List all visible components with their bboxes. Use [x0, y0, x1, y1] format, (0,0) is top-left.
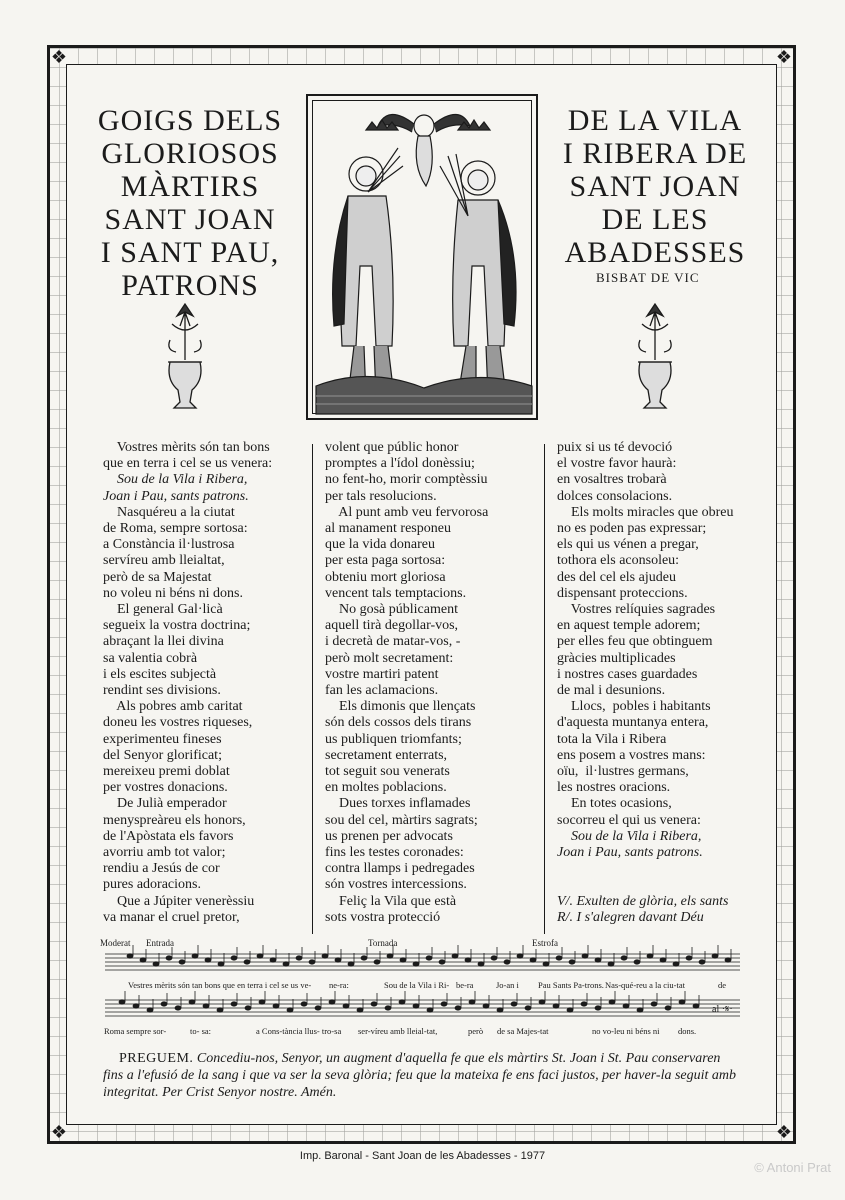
verse-line: Els dimonis que llençats	[325, 699, 476, 715]
lyric: de sa Majes-tat	[497, 1026, 549, 1036]
note-head	[525, 1006, 531, 1010]
verse-line: segueix la vostra doctrina;	[103, 618, 251, 634]
note-head	[413, 1004, 419, 1008]
note-head	[511, 1002, 517, 1006]
verse-line: experimenteu fineses	[103, 731, 222, 747]
note-head	[189, 1000, 195, 1004]
verse-line: Joan i Pau, sants patrons.	[103, 488, 249, 504]
title-line: I SANT PAU,	[100, 236, 280, 269]
prayer-lead: PREGUEM.	[119, 1051, 194, 1066]
note-head	[478, 962, 484, 966]
verse-line: De Julià emperador	[103, 796, 227, 812]
note-head	[140, 958, 146, 962]
note-head	[161, 1002, 167, 1006]
note-head	[166, 956, 172, 960]
verse-line: Vostres mèrits són tan bons	[103, 440, 270, 455]
column-divider	[312, 444, 313, 934]
lyric: ne-ra:	[329, 980, 349, 990]
verse-line: en vosaltres trobarà	[557, 472, 667, 488]
verse-line: fan les aclamacions.	[325, 683, 439, 699]
verse-line: per tals resolucions.	[325, 488, 437, 504]
note-head	[153, 962, 159, 966]
tornada-label: Tornada	[368, 938, 398, 948]
note-head	[244, 960, 250, 964]
note-head	[399, 1000, 405, 1004]
verse-line: Els molts miracles que obreu	[557, 504, 734, 520]
note-head	[270, 958, 276, 962]
verse-line: Feliç la Vila que està	[325, 893, 457, 909]
note-head	[179, 960, 185, 964]
verse-line: Al punt amb veu fervorosa	[325, 504, 489, 520]
title-line: SANT JOAN	[569, 170, 741, 203]
note-head	[452, 954, 458, 958]
verse-line: servíreu amb lleialtat,	[103, 553, 225, 569]
copyright-watermark: © Antoni Prat	[754, 1160, 831, 1175]
verse-line: el vostre favor haurà:	[557, 456, 677, 472]
note-head	[439, 960, 445, 964]
note-head	[426, 956, 432, 960]
note-head	[203, 1004, 209, 1008]
verse-line: obteniu mort gloriosa	[325, 569, 446, 585]
title-line: MÀRTIRS	[120, 170, 260, 203]
verse-line: Sou de la Vila i Ribera,	[557, 828, 702, 844]
column-divider	[544, 444, 545, 934]
saints-engraving-illustration	[308, 96, 538, 420]
note-head	[455, 1006, 461, 1010]
title-line: SANT JOAN	[104, 203, 276, 236]
title-left	[95, 104, 285, 302]
title-line: DE LES	[601, 203, 709, 236]
note-head	[374, 960, 380, 964]
verse-line: No gosà públicament	[325, 602, 458, 618]
note-head	[712, 954, 718, 958]
title-right	[555, 104, 755, 269]
note-head	[322, 954, 328, 958]
note-head	[287, 1008, 293, 1012]
note-head	[665, 1006, 671, 1010]
verse-line: Llocs, pobles i habitants	[557, 699, 711, 715]
note-head	[621, 956, 627, 960]
note-head	[530, 958, 536, 962]
note-head	[647, 954, 653, 958]
note-head	[504, 960, 510, 964]
note-head	[257, 954, 263, 958]
note-head	[699, 960, 705, 964]
note-head	[400, 958, 406, 962]
verse-line: ens posem a vostres mans:	[557, 747, 706, 763]
note-head	[301, 1002, 307, 1006]
note-head	[553, 1004, 559, 1008]
estrofa-label: Estrofa	[532, 938, 558, 948]
note-head	[517, 954, 523, 958]
verse-line: Que a Júpiter venerèssiu	[103, 893, 255, 909]
verse-line: tothora els aconsoleu:	[557, 553, 680, 569]
note-head	[357, 1008, 363, 1012]
note-head	[361, 956, 367, 960]
note-head	[192, 954, 198, 958]
verse-line: Sou de la Vila i Ribera,	[103, 472, 248, 488]
verse-line: rendint ses divisions.	[103, 683, 221, 699]
prayer-text: Concediu-nos, Senyor, un augment d'aquella fe que els màrtirs St. Joan i St. Pau conservaren fins a l'efusió de la sang i que va ser la seva glòria; feu que la mateixa fe ens faci justos, per haver-la seguit amb integritat. Per Crist Senyor nostre. Amén.	[103, 1051, 737, 1100]
verse-line: però molt secretament:	[325, 650, 454, 666]
verse-line: socorreu el qui us venera:	[557, 812, 701, 828]
note-head	[217, 1008, 223, 1012]
note-head	[133, 1004, 139, 1008]
verse-line: sots vostra protecció	[325, 909, 441, 925]
verse-line: va manar el cruel pretor,	[103, 909, 240, 925]
verse-line: promptes a l'ídol donèssiu;	[325, 456, 475, 472]
lyric: Roma sempre sor-	[104, 1026, 167, 1036]
note-head	[693, 1004, 699, 1008]
note-head	[582, 954, 588, 958]
lyric: a Cons-tància llus- tro-sa	[256, 1026, 342, 1036]
verse-line: Joan i Pau, sants patrons.	[557, 845, 703, 861]
verse-line: menyspreàreu els honors,	[103, 812, 246, 828]
verse-line: Nasquéreu a la ciutat	[103, 504, 235, 520]
note-head	[469, 1000, 475, 1004]
verse-line: els qui us vénen a pregar,	[557, 537, 699, 553]
note-head	[231, 956, 237, 960]
verse-line: d'aquesta muntanya entera,	[557, 715, 709, 731]
verse-line: pures adoracions.	[103, 877, 201, 893]
note-head	[567, 1008, 573, 1012]
verse-line: però de sa Majestat	[103, 569, 212, 585]
note-head	[259, 1000, 265, 1004]
verse-line: El general Gal·licà	[103, 602, 223, 618]
note-head	[686, 956, 692, 960]
verse-line: puix si us té devoció	[557, 440, 673, 455]
note-head	[273, 1004, 279, 1008]
verse-line: vostre martiri patent	[325, 666, 439, 682]
verse-line: tot seguit sou venerats	[325, 764, 450, 780]
verse-line: R/. I s'alegren davant Déu	[557, 909, 704, 925]
verse-line: secretament enterrats,	[325, 747, 448, 763]
lyric: be-ra	[456, 980, 474, 990]
verse-line: tota la Vila i Ribera	[557, 731, 667, 747]
verse-line: per vostres donacions.	[103, 780, 228, 796]
note-head	[175, 1006, 181, 1010]
verse-line: des del cel els ajudeu	[557, 569, 676, 585]
printer-imprint: Imp. Baronal - Sant Joan de les Abadesses - 1977	[299, 1150, 546, 1162]
flower-vase-icon	[630, 302, 680, 422]
verse-line: us prenen per advocats	[325, 828, 453, 844]
note-head	[595, 958, 601, 962]
prayer-paragraph	[103, 1050, 743, 1101]
note-head	[637, 1008, 643, 1012]
verse-line: rendiu a Jesús de cor	[103, 861, 220, 877]
note-head	[465, 958, 471, 962]
corner-ornament-icon: ❖	[50, 1122, 68, 1142]
lyric: no vo-leu ni béns ni	[592, 1026, 660, 1036]
lyric: to- sa:	[190, 1026, 212, 1036]
note-head	[609, 1000, 615, 1004]
verse-column-2	[325, 440, 488, 926]
note-head	[309, 960, 315, 964]
note-head	[348, 962, 354, 966]
note-head	[147, 1008, 153, 1012]
angel-head-icon	[414, 115, 434, 137]
note-head	[385, 1006, 391, 1010]
verse-line	[557, 877, 734, 893]
verse-line: a Constància il·lustrosa	[103, 537, 235, 553]
verse-line: són dels cossos dels tirans	[325, 715, 472, 731]
entrada-label: Entrada	[146, 938, 174, 948]
title-line: ABADESSES	[564, 236, 746, 269]
verse-line: les nostres oracions.	[557, 780, 671, 796]
verse-line: que la vida donareu	[325, 537, 436, 553]
verse-line: per esta paga sortosa:	[325, 553, 446, 569]
verse-line: dolces consolacions.	[557, 488, 673, 504]
verse-line: us publiquen triomfants;	[325, 731, 462, 747]
verse-line: fins les testes coronades:	[325, 845, 464, 861]
verse-line: no es poden pas expressar;	[557, 521, 707, 537]
verse-line	[557, 861, 734, 877]
title-line: GOIGS DELS	[97, 104, 283, 137]
note-head	[245, 1006, 251, 1010]
corner-ornament-icon: ❖	[775, 1122, 793, 1142]
verse-line: oïu, il·lustres germans,	[557, 764, 689, 780]
lyric: Nas-qué-reu a la ciu-tat	[605, 980, 685, 990]
note-head	[483, 1004, 489, 1008]
note-head	[634, 960, 640, 964]
note-head	[315, 1006, 321, 1010]
diocese-label: BISBAT DE VIC	[596, 270, 700, 285]
saints-engraving	[306, 94, 538, 420]
verse-line: i nostres cases guardades	[557, 666, 698, 682]
verse-line: per elles feu que obtinguem	[557, 634, 713, 650]
note-head	[539, 1000, 545, 1004]
verse-line: de mal i desunions.	[557, 683, 666, 699]
note-head	[581, 1002, 587, 1006]
verse-line: en aquest temple adorem;	[557, 618, 701, 634]
note-head	[218, 962, 224, 966]
verse-line: En totes ocasions,	[557, 796, 672, 812]
note-head	[673, 962, 679, 966]
verse-column-1	[103, 440, 272, 926]
verse-line: i els escites subjectà	[103, 666, 217, 682]
note-head	[651, 1002, 657, 1006]
verse-line: i decretà de matar-vos, -	[325, 634, 461, 650]
lyric: Vestres mèrits són tan bons que en terra i cel se us ve-	[128, 980, 312, 990]
verse-line: que en terra i cel se us venera:	[103, 456, 273, 472]
note-head	[387, 954, 393, 958]
note-head	[231, 1002, 237, 1006]
note-head	[427, 1008, 433, 1012]
verse-line: no voleu ni béns ni dons.	[103, 585, 243, 601]
verse-line: Als pobres amb caritat	[103, 699, 243, 715]
title-line: PATRONS	[121, 269, 259, 302]
verse-line: gràcies multiplicades	[557, 650, 676, 666]
flower-vase-icon	[160, 302, 210, 422]
note-head	[725, 958, 731, 962]
verse-line: contra llamps i pedregades	[325, 861, 475, 877]
verse-line: són vostres intercessions.	[325, 877, 467, 893]
lyric: Jo-an i	[496, 980, 519, 990]
note-head	[119, 1000, 125, 1004]
note-head	[679, 1000, 685, 1004]
note-head	[595, 1006, 601, 1010]
verse-line: Dues torxes inflamades	[325, 796, 471, 812]
verse-line: sa valentia cobrà	[103, 650, 198, 666]
note-head	[283, 962, 289, 966]
note-head	[205, 958, 211, 962]
note-head	[343, 1004, 349, 1008]
note-head	[543, 962, 549, 966]
lyric: Sou de la Vila i Ri-	[384, 980, 450, 990]
segno-label: al ·𝄋·	[712, 1004, 733, 1015]
verse-line: avorriu amb tot valor;	[103, 845, 226, 861]
tempo-label: Moderat	[100, 938, 131, 948]
verse-column-3	[557, 440, 734, 926]
verse-line: mereixeu premi doblat	[103, 764, 230, 780]
verse-line: volent que públic honor	[325, 440, 459, 455]
verse-line: doneu les vostres riqueses,	[103, 715, 253, 731]
verse-line: sou del cel, màrtirs sagrats;	[325, 812, 478, 828]
note-head	[497, 1008, 503, 1012]
verse-line: al manament responeu	[325, 521, 451, 537]
note-head	[608, 962, 614, 966]
note-head	[371, 1002, 377, 1006]
title-line: GLORIOSOS	[101, 137, 279, 170]
note-head	[441, 1002, 447, 1006]
title-line: DE LA VILA	[567, 104, 743, 137]
note-head	[556, 956, 562, 960]
lyric: Pau Sants Pa-trons.	[538, 980, 604, 990]
verse-line: abraçant la llei divina	[103, 634, 224, 650]
verse-line: vencent tals temptacions.	[325, 585, 467, 601]
note-head	[413, 962, 419, 966]
verse-line: V/. Exulten de glòria, els sants	[557, 893, 729, 909]
music-score	[100, 938, 740, 1040]
verse-line: en moltes poblacions.	[325, 780, 447, 796]
verse-line: de l'Apòstata els favors	[103, 828, 234, 844]
note-head	[329, 1000, 335, 1004]
verse-line: aquell tirà degollar-vos,	[325, 618, 459, 634]
verse-line: no fent-ho, morir comptèssiu	[325, 472, 488, 488]
lyric: dons.	[678, 1026, 697, 1036]
note-head	[296, 956, 302, 960]
verse-line: Vostres relíquies sagrades	[557, 602, 716, 618]
corner-ornament-icon: ❖	[50, 47, 68, 67]
note-head	[623, 1004, 629, 1008]
lyric: ser-víreu amb lleial-tat,	[358, 1026, 438, 1036]
note-head	[660, 958, 666, 962]
lyric: però	[468, 1026, 484, 1036]
note-head	[127, 954, 133, 958]
lyric: de	[718, 980, 727, 990]
note-head	[335, 958, 341, 962]
note-head	[569, 960, 575, 964]
verse-line: de Roma, sempre sortosa:	[103, 521, 248, 537]
verse-line: del Senyor glorificat;	[103, 747, 222, 763]
corner-ornament-icon: ❖	[775, 47, 793, 67]
verse-line: dispensant proteccions.	[557, 585, 688, 601]
note-head	[491, 956, 497, 960]
title-line: I RIBERA DE	[562, 137, 748, 170]
